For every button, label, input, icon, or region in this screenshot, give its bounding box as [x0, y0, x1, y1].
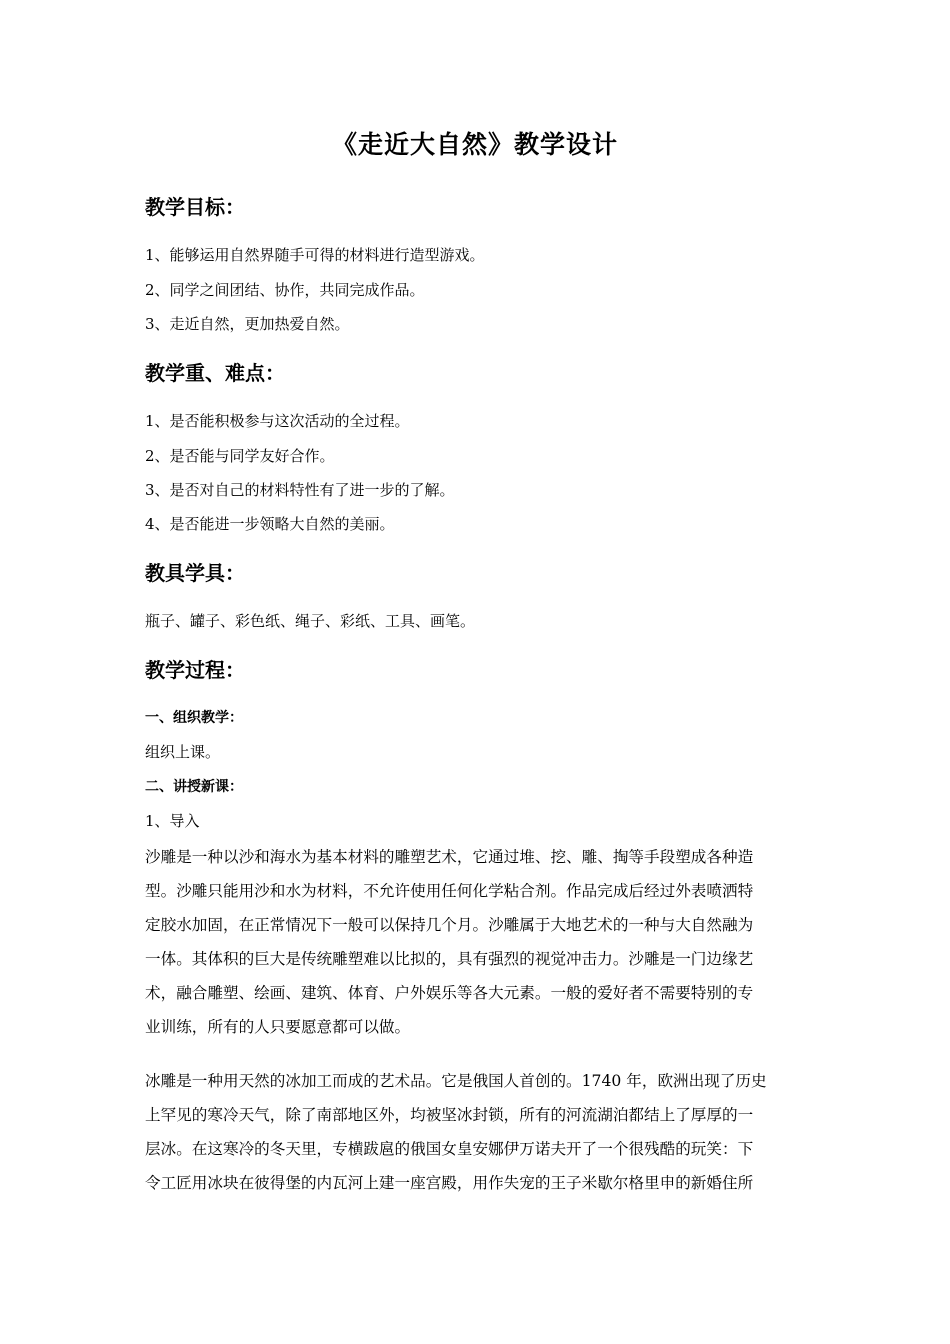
key-point-item-2: 2、是否能与同学友好合作。	[145, 447, 335, 465]
process-step2-item1: 1、导入	[145, 812, 200, 830]
key-point-item-4: 4、是否能进一步领略大自然的美丽。	[145, 515, 395, 533]
paragraph-sand-sculpture	[145, 840, 809, 1044]
heading-tools: 教具学具：	[145, 561, 245, 585]
paragraph-line: 一体。其体积的巨大是传统雕塑难以比拟的，具有强烈的视觉冲击力。沙雕是一门边缘艺	[145, 950, 754, 968]
paragraph-line: 冰雕是一种用天然的冰加工而成的艺术品。它是俄国人首创的。1740 年，欧洲出现了历史	[145, 1072, 767, 1090]
key-point-item-1: 1、是否能积极参与这次活动的全过程。	[145, 412, 410, 430]
paragraph-line: 业训练，所有的人只要愿意都可以做。	[145, 1018, 411, 1036]
heading-key-points: 教学重、难点：	[145, 361, 285, 385]
paragraph-line: 术，融合雕塑、绘画、建筑、体育、户外娱乐等各大元素。一般的爱好者不需要特别的专	[145, 984, 754, 1002]
goal-item-2: 2、同学之间团结、协作，共同完成作品。	[145, 281, 425, 299]
paragraph-ice-sculpture	[145, 1064, 809, 1200]
key-point-item-3: 3、是否对自己的材料特性有了进一步的了解。	[145, 481, 455, 499]
process-step1-heading: 一、组织教学：	[145, 710, 243, 726]
process-step2-heading: 二、讲授新课：	[145, 779, 243, 795]
heading-goals: 教学目标：	[145, 195, 245, 219]
paragraph-line: 令工匠用冰块在彼得堡的内瓦河上建一座宫殿，用作失宠的王子米歇尔格里申的新婚住所	[145, 1174, 754, 1192]
paragraph-line: 上罕见的寒冷天气，除了南部地区外，均被坚冰封锁，所有的河流湖泊都结上了厚厚的一	[145, 1106, 754, 1124]
paragraph-line: 层冰。在这寒冷的冬天里，专横跋扈的俄国女皇安娜伊万诺夫开了一个很残酷的玩笑：下	[145, 1140, 754, 1158]
tools-text: 瓶子、罐子、彩色纸、绳子、彩纸、工具、画笔。	[145, 612, 476, 630]
paragraph-line: 定胶水加固，在正常情况下一般可以保持几个月。沙雕属于大地艺术的一种与大自然融为	[145, 916, 754, 934]
paragraph-line: 型。沙雕只能用沙和水为材料，不允许使用任何化学粘合剂。作品完成后经过外表喷洒特	[145, 882, 754, 900]
heading-process: 教学过程：	[145, 658, 245, 682]
goal-item-1: 1、能够运用自然界随手可得的材料进行造型游戏。	[145, 246, 485, 264]
goal-item-3: 3、走近自然，更加热爱自然。	[145, 315, 350, 333]
document-title: 《走近大自然》教学设计	[331, 130, 618, 159]
process-step1-text: 组织上课。	[145, 743, 221, 761]
paragraph-line: 沙雕是一种以沙和海水为基本材料的雕塑艺术，它通过堆、挖、雕、掏等手段塑成各种造	[145, 848, 754, 866]
